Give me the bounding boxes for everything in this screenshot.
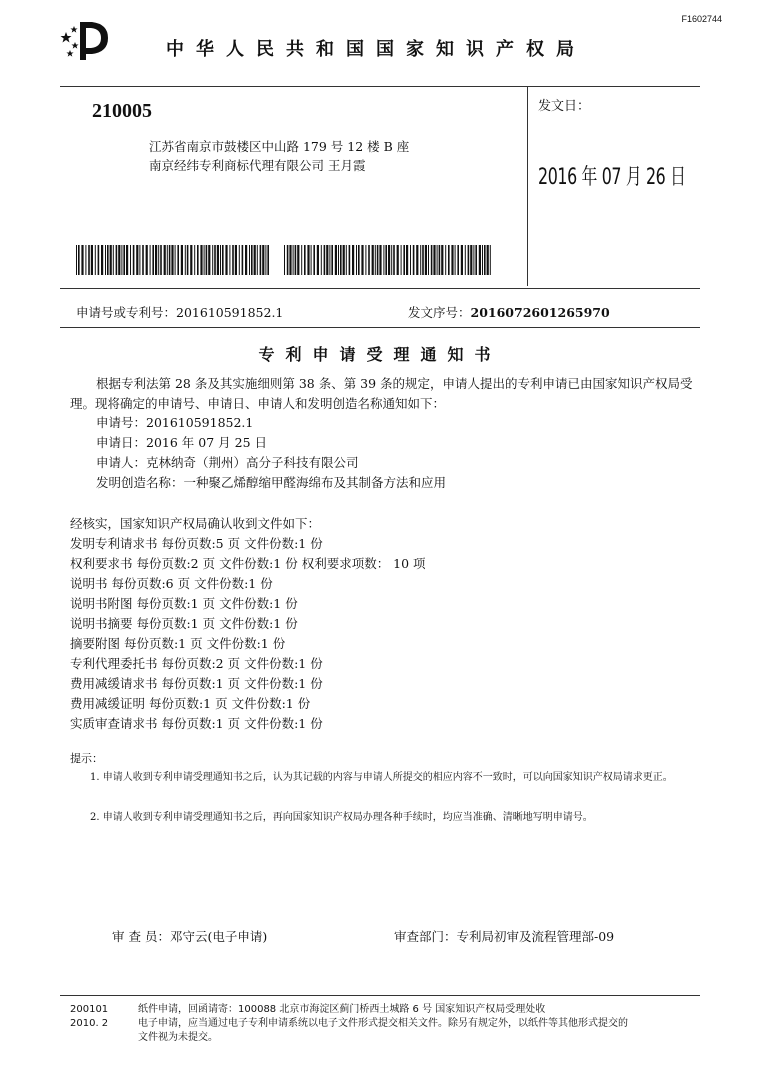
- barcode-bar: [235, 245, 237, 275]
- barcode-bar: [118, 245, 120, 275]
- barcode-bar: [437, 245, 438, 275]
- barcode-bar: [116, 245, 118, 275]
- barcode-bar: [445, 245, 446, 275]
- barcode-bar: [297, 245, 299, 275]
- barcode-bar: [431, 245, 433, 275]
- barcode-bar: [317, 245, 319, 275]
- barcode-bar: [142, 245, 144, 275]
- barcode-bar: [190, 245, 192, 275]
- office-name: 中华人民共和国国家知识产权局: [166, 39, 586, 60]
- send-date: 2016 年 07 月 26 日: [538, 165, 686, 190]
- barcode-bar: [158, 245, 159, 275]
- barcode-bar: [487, 245, 489, 275]
- cnipa-logo-icon: [58, 18, 114, 62]
- barcode-bar: [482, 245, 483, 275]
- barcode-bar: [164, 245, 166, 275]
- info-applicant: 申请人：克林纳奇（荆州）高分子科技有限公司: [96, 455, 359, 470]
- barcode-bar: [81, 245, 83, 275]
- barcode-bar: [346, 245, 347, 275]
- barcode-bar: [146, 245, 148, 275]
- recipient-address: 江苏省南京市鼓楼区中山路 179 号 12 楼 B 座: [149, 139, 410, 154]
- barcode-bar: [422, 245, 424, 275]
- barcode-bar: [428, 245, 429, 275]
- footer-electronic-note-cont: 文件视为未提交。: [138, 1032, 218, 1043]
- barcode-bar: [372, 245, 374, 275]
- barcode-bar: [169, 245, 171, 275]
- barcode-bar: [257, 245, 258, 275]
- barcode-bar: [88, 245, 90, 275]
- barcode-bar: [352, 245, 354, 275]
- barcode-bar: [391, 245, 392, 275]
- barcode-bar: [468, 245, 470, 275]
- barcode-bar: [473, 245, 474, 275]
- barcode-bar: [393, 245, 395, 275]
- barcode-bar: [262, 245, 264, 275]
- barcode-bar: [265, 245, 266, 275]
- application-number-value: 201610591852.1: [176, 305, 284, 320]
- examining-department: 审查部门：专利局初审及流程管理部-09: [394, 929, 615, 944]
- barcode-bar: [121, 245, 122, 275]
- barcode-bar: [78, 245, 80, 275]
- barcode-bar: [385, 245, 387, 275]
- barcode-bar: [388, 245, 390, 275]
- barcode-icon: [76, 245, 272, 275]
- file-item: 费用减缓请求书 每份页数:1 页 文件份数:1 份: [70, 676, 323, 691]
- barcode-bar: [410, 245, 411, 275]
- application-number-label: 申请号或专利号：: [76, 305, 177, 320]
- barcode-bar: [377, 245, 379, 275]
- serial-number: [408, 303, 610, 321]
- reference-top-divider: [60, 288, 700, 289]
- barcode-bar: [301, 245, 302, 275]
- barcode-bar: [175, 245, 176, 275]
- barcode-bar: [177, 245, 179, 275]
- barcode-bar: [455, 245, 456, 275]
- info-application-number: 申请号：201610591852.1: [96, 415, 254, 430]
- barcode-bar: [171, 245, 173, 275]
- barcode-bar: [295, 245, 297, 275]
- info-filing-date: 申请日：2016 年 07 月 25 日: [96, 435, 267, 450]
- reference-bottom-divider: [60, 327, 700, 328]
- barcode-bar: [206, 245, 208, 275]
- barcode-bar: [439, 245, 441, 275]
- barcode-bar: [284, 245, 285, 275]
- barcode-bar: [433, 245, 435, 275]
- postcode: 210005: [92, 100, 152, 122]
- barcode-bar: [451, 245, 453, 275]
- barcode-bar: [349, 245, 351, 275]
- barcode-bar: [217, 245, 219, 275]
- header-divider: [60, 86, 700, 87]
- file-item: 权利要求书 每份页数:2 页 文件份数:1 份 权利要求项数： 10 项: [70, 556, 426, 571]
- barcode-bar: [413, 245, 415, 275]
- serial-number-value: 2016072601265970: [470, 305, 610, 320]
- barcode-bar: [194, 245, 195, 275]
- barcode-bar: [133, 245, 135, 275]
- file-item: 摘要附图 每份页数:1 页 文件份数:1 份: [70, 636, 286, 651]
- file-item: 说明书 每份页数:6 页 文件份数:1 份: [70, 576, 273, 591]
- barcode-bar: [95, 245, 96, 275]
- barcode-bar: [441, 245, 443, 275]
- barcode-bar: [368, 245, 370, 275]
- barcode-bar: [110, 245, 112, 275]
- form-code: F1602744: [681, 14, 722, 24]
- files-intro: 经核实，国家知识产权局确认收到文件如下：: [70, 516, 321, 531]
- barcode-bar: [289, 245, 291, 275]
- serial-number-label: 发文序号：: [408, 305, 471, 320]
- barcode-bar: [105, 245, 106, 275]
- intro-paragraph: 根据专利法第 28 条及其实施细则第 38 条、第 39 条的规定，申请人提出的专利申请已由国家知识产权局受理。现将确定的申请号、申请日、申请人和发明创造名称通知如下：: [70, 376, 693, 411]
- barcode-bar: [475, 245, 477, 275]
- barcode-bar: [136, 245, 138, 275]
- barcode-bar: [379, 245, 381, 275]
- barcode-bar: [232, 245, 234, 275]
- barcode-bar: [356, 245, 357, 275]
- barcode-bar: [76, 245, 77, 275]
- barcode-bar: [160, 245, 162, 275]
- barcode-bar: [245, 245, 247, 275]
- barcode-bar: [187, 245, 189, 275]
- barcode-bar: [222, 245, 224, 275]
- barcode-bar: [448, 245, 450, 275]
- file-item: 费用减缓证明 每份页数:1 页 文件份数:1 份: [70, 696, 311, 711]
- barcode-bar: [403, 245, 405, 275]
- barcode-bar: [479, 245, 481, 275]
- barcode-bar: [239, 245, 240, 275]
- footer-paper-note: 纸件申请，回函请寄：100088 北京市海淀区蓟门桥西土城路 6 号 国家知识产权局受理处收: [138, 1004, 546, 1015]
- barcode-bar: [406, 245, 408, 275]
- file-item: 说明书摘要 每份页数:1 页 文件份数:1 份: [70, 616, 298, 631]
- barcode-bar: [307, 245, 309, 275]
- barcode-icon: [284, 245, 492, 275]
- barcode-bar: [267, 245, 269, 275]
- file-item: 专利代理委托书 每份页数:2 页 文件份数:1 份: [70, 656, 323, 671]
- barcode-bar: [107, 245, 109, 275]
- barcode-bar: [197, 245, 199, 275]
- tip-item: 2. 申请人收到专利申请受理通知书之后，再向国家知识产权局办理各种手续时，均应当准确、清晰地写明申请号。: [90, 812, 593, 823]
- examiner: 审 查 员：邓守云(电子申请): [112, 929, 268, 944]
- barcode-bar: [150, 245, 151, 275]
- barcode-bar: [287, 245, 289, 275]
- barcode-bar: [155, 245, 157, 275]
- footer-version: 2010. 2: [70, 1018, 109, 1029]
- barcode-bar: [85, 245, 86, 275]
- barcode-bar: [185, 245, 186, 275]
- barcode-bar: [490, 245, 491, 275]
- barcode-bar: [365, 245, 366, 275]
- file-item: 说明书附图 每份页数:1 页 文件份数:1 份: [70, 596, 298, 611]
- file-item: 发明专利请求书 每份页数:5 页 文件份数:1 份: [70, 536, 323, 551]
- tips-label: 提示：: [70, 752, 103, 765]
- barcode-bar: [461, 245, 463, 275]
- barcode-bar: [101, 245, 103, 275]
- barcode-bar: [130, 245, 131, 275]
- barcode-bar: [229, 245, 230, 275]
- barcode-bar: [225, 245, 227, 275]
- barcode-bar: [242, 245, 244, 275]
- barcode-bar: [167, 245, 168, 275]
- barcode-bar: [113, 245, 114, 275]
- footer-code: 200101: [70, 1004, 109, 1015]
- barcode-bar: [123, 245, 125, 275]
- barcode-bar: [338, 245, 339, 275]
- barcode-bar: [260, 245, 262, 275]
- barcode-bar: [304, 245, 306, 275]
- barcode-bar: [375, 245, 376, 275]
- date-column-divider: [527, 86, 528, 286]
- barcode-bar: [340, 245, 342, 275]
- tip-item: 1. 申请人收到专利申请受理通知书之后，认为其记载的内容与申请人所提交的相应内容不一致时，可以向国家知识产权局请求更正。: [90, 772, 673, 783]
- footer-divider: [60, 995, 700, 996]
- barcode-bar: [200, 245, 202, 275]
- barcode-bar: [358, 245, 360, 275]
- barcode-bar: [420, 245, 421, 275]
- barcode-bar: [335, 245, 337, 275]
- barcode-bar: [139, 245, 140, 275]
- barcode-bar: [254, 245, 256, 275]
- barcode-bar: [152, 245, 154, 275]
- barcode-bar: [484, 245, 486, 275]
- barcode-bar: [204, 245, 205, 275]
- barcode-bar: [293, 245, 294, 275]
- barcode-bar: [126, 245, 128, 275]
- barcode-bar: [383, 245, 384, 275]
- barcode-bar: [470, 245, 472, 275]
- barcode-bar: [416, 245, 418, 275]
- recipient-agency: 南京经纬专利商标代理有限公司 王月霞: [149, 158, 366, 173]
- barcode-bar: [98, 245, 100, 275]
- barcode-bar: [220, 245, 221, 275]
- barcode-bar: [181, 245, 183, 275]
- barcode-bar: [425, 245, 427, 275]
- barcode-bar: [313, 245, 315, 275]
- file-item: 实质审查请求书 每份页数:1 页 文件份数:1 份: [70, 716, 323, 731]
- barcode-bar: [321, 245, 322, 275]
- barcode-bar: [331, 245, 333, 275]
- barcode-bar: [208, 245, 210, 275]
- footer-electronic-note: 电子申请，应当通过电子专利申请系统以电子文件形式提交相关文件。除另有规定外，以纸件等其他形式提交的: [138, 1018, 628, 1029]
- barcode-bar: [91, 245, 93, 275]
- barcode-bar: [251, 245, 253, 275]
- barcode-bar: [212, 245, 213, 275]
- barcode-bar: [361, 245, 363, 275]
- barcode-bar: [343, 245, 345, 275]
- document-title: 专利申请受理通知书: [258, 345, 502, 364]
- info-invention-title: 发明创造名称：一种聚乙烯醇缩甲醛海绵布及其制备方法和应用: [96, 475, 447, 490]
- barcode-bar: [214, 245, 216, 275]
- barcode-bar: [324, 245, 326, 275]
- barcode-bar: [326, 245, 328, 275]
- barcode-bar: [465, 245, 466, 275]
- barcode-bar: [457, 245, 459, 275]
- barcode-bar: [311, 245, 312, 275]
- barcode-bar: [397, 245, 399, 275]
- barcode-bar: [401, 245, 402, 275]
- application-number: [76, 303, 283, 321]
- barcode-bar: [329, 245, 330, 275]
- barcode-bar: [249, 245, 250, 275]
- send-date-label: 发文日：: [538, 99, 591, 114]
